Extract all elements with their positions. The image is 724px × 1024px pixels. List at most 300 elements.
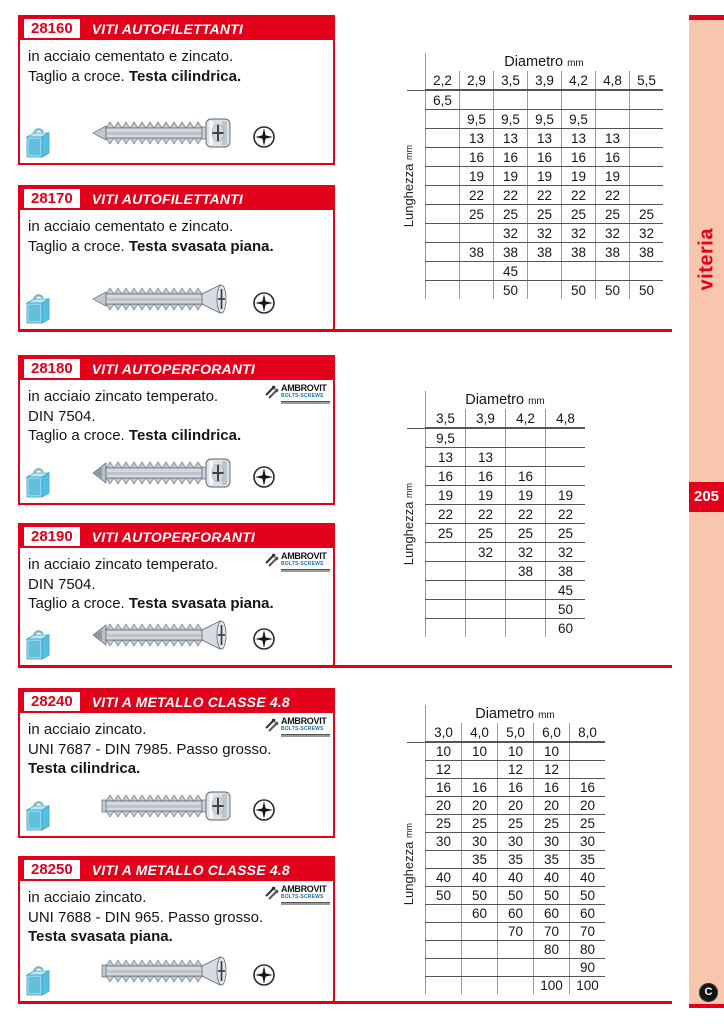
length-value-cell [466,600,506,619]
length-value-cell [426,281,460,300]
product-section-28190 [18,523,335,665]
length-value-cell [534,959,570,977]
length-value-cell [494,90,528,110]
section-divider [18,329,672,332]
length-value-cell [426,562,466,581]
package-icon [24,290,52,326]
length-row [426,869,606,887]
section-code: 28240 [24,692,80,711]
length-row [426,600,586,619]
length-row [426,959,606,977]
length-value-cell: 25 [506,524,546,543]
length-value-cell: 16 [462,779,498,797]
length-value-cell: 19 [460,167,494,186]
length-value-cell: 70 [498,923,534,941]
length-value-cell: 32 [528,224,562,243]
length-value-cell: 60 [462,905,498,923]
length-value-cell: 22 [466,505,506,524]
phillips-drive-icon [252,963,276,987]
length-row [426,543,586,562]
table-left-rule [425,391,426,409]
length-value-cell [570,742,606,761]
product-section-28180 [18,355,335,505]
length-value-cell: 20 [462,797,498,815]
length-value-cell [630,186,664,205]
ambrovit-logo [264,552,330,572]
length-row [426,779,606,797]
length-row [426,205,664,224]
length-row [426,833,606,851]
size-table-autofilettanti [401,53,663,299]
length-value-cell: 19 [528,167,562,186]
brand-subtitle: BOLTS-SCREWS [281,894,324,900]
description-line: Testa cilindrica. [28,760,141,777]
length-value-cell: 25 [570,815,606,833]
length-value-cell [466,428,506,448]
brand-name: AMBROVIT [281,716,327,726]
length-value-cell [426,110,460,129]
length-value-cell [562,90,596,110]
length-value-cell: 13 [596,129,630,148]
length-value-cell: 16 [528,148,562,167]
diameter-column-header: 4,2 [506,409,546,428]
length-row [426,486,586,505]
ambrovit-screws-icon [264,552,279,567]
length-value-cell: 40 [570,869,606,887]
length-value-cell: 9,5 [426,428,466,448]
section-code: 28250 [24,860,80,879]
length-value-cell: 30 [462,833,498,851]
phillips-drive-icon [252,798,276,822]
description-line: in acciaio zincato temperato. [28,556,219,573]
brand-name: AMBROVIT [281,884,327,894]
diameter-column-header: 2,9 [460,71,494,90]
length-value-cell: 38 [596,243,630,262]
length-value-cell: 10 [426,742,462,761]
length-value-cell: 25 [466,524,506,543]
section-title: VITI A METALLO CLASSE 4.8 [91,861,290,878]
section-divider [18,665,672,668]
diameter-column-header: 4,0 [462,723,498,742]
description-line: UNI 7687 - DIN 7985. Passo grosso. [28,740,272,758]
length-value-cell: 10 [462,742,498,761]
ambrovit-screws-icon [264,885,279,900]
diameter-column-header: 4,2 [562,71,596,90]
package-icon [24,464,52,500]
length-row [426,941,606,959]
diameter-column-header: 3,9 [528,71,562,90]
length-row [426,562,586,581]
length-row [426,129,664,148]
length-value-cell [426,148,460,167]
length-value-cell: 25 [426,524,466,543]
machine-screw-pan-head-image [82,788,242,824]
length-value-cell [506,581,546,600]
length-value-cell: 22 [546,505,586,524]
length-value-cell [462,977,498,995]
length-value-cell: 10 [498,742,534,761]
length-value-cell: 25 [562,205,596,224]
length-axis-label: Lunghezza mm [401,483,416,566]
length-value-cell [546,448,586,467]
length-value-cell [528,281,562,300]
length-value-cell: 38 [546,562,586,581]
dimension-grid [425,71,663,299]
ambrovit-logo [264,885,330,905]
description-line: Taglio a croce. Testa svasata piana. [28,237,274,255]
length-value-cell: 16 [466,467,506,486]
length-value-cell [506,619,546,638]
description-line: Taglio a croce. Testa cilindrica. [28,67,242,85]
length-value-cell: 38 [562,243,596,262]
length-value-cell: 22 [562,186,596,205]
length-value-cell: 16 [498,779,534,797]
brand-subtitle: BOLTS-SCREWS [281,726,324,732]
length-value-cell [462,761,498,779]
length-value-cell [630,148,664,167]
length-value-cell [630,90,664,110]
length-row [426,167,664,186]
length-value-cell: 70 [570,923,606,941]
length-value-cell [460,262,494,281]
length-row [426,243,664,262]
package-icon [24,797,52,833]
length-value-cell: 9,5 [528,110,562,129]
screw-flat-head-image [82,281,242,317]
description-line: in acciaio cementato e zincato. [28,218,234,235]
length-value-cell: 30 [534,833,570,851]
length-row [426,428,586,448]
product-section-28250 [18,856,335,1001]
product-section-28240 [18,688,335,838]
section-title: VITI AUTOFILETTANTI [91,20,244,37]
length-value-cell: 32 [596,224,630,243]
screw-flat-head-drill-image [82,617,242,653]
length-value-cell: 25 [498,815,534,833]
package-icon [24,124,52,160]
diameter-column-header: 3,5 [494,71,528,90]
section-description [28,217,328,256]
section-divider [18,1001,672,1004]
length-value-cell: 50 [462,887,498,905]
length-value-cell [506,600,546,619]
length-value-cell: 22 [596,186,630,205]
length-row [426,851,606,869]
length-value-cell [426,959,462,977]
length-value-cell [570,761,606,779]
table-header-rule [407,428,425,429]
machine-screw-flat-head-image [82,953,242,989]
length-value-cell: 60 [534,905,570,923]
page-edge-tab [689,15,724,1008]
length-value-cell: 19 [426,486,466,505]
length-value-cell: 35 [498,851,534,869]
length-value-cell [466,581,506,600]
length-value-cell: 40 [498,869,534,887]
description-line: in acciaio zincato. [28,889,147,906]
length-value-cell: 16 [426,467,466,486]
brand-tagline [281,734,330,737]
length-value-cell [426,851,462,869]
length-row [426,448,586,467]
length-value-cell [546,428,586,448]
length-value-cell: 25 [528,205,562,224]
length-value-cell [426,977,462,995]
section-code: 28170 [24,189,80,208]
length-value-cell: 16 [534,779,570,797]
length-value-cell: 32 [506,543,546,562]
section-title: VITI A METALLO CLASSE 4.8 [91,693,290,710]
length-value-cell [426,581,466,600]
length-value-cell: 32 [630,224,664,243]
length-row [426,923,606,941]
length-value-cell: 50 [494,281,528,300]
length-value-cell [426,619,466,638]
length-value-cell: 10 [534,742,570,761]
length-value-cell: 25 [426,815,462,833]
length-value-cell [426,923,462,941]
length-value-cell [596,90,630,110]
diameter-column-header: 6,0 [534,723,570,742]
publisher-mark-icon: C [699,983,718,1002]
length-value-cell [498,941,534,959]
length-value-cell: 38 [630,243,664,262]
length-value-cell [506,448,546,467]
description-line: in acciaio zincato temperato. [28,388,219,405]
length-value-cell: 16 [562,148,596,167]
diameter-column-header: 3,5 [426,409,466,428]
description-line: Testa svasata piana. [28,928,173,945]
description-line: UNI 7688 - DIN 965. Passo grosso. [28,908,264,926]
length-value-cell: 13 [528,129,562,148]
length-value-cell: 22 [528,186,562,205]
length-value-cell: 100 [534,977,570,995]
length-value-cell: 50 [498,887,534,905]
length-value-cell [426,543,466,562]
phillips-drive-icon [252,291,276,315]
diameter-header: Diametro mm [504,54,584,70]
length-value-cell: 19 [562,167,596,186]
length-value-cell: 16 [596,148,630,167]
length-value-cell: 9,5 [494,110,528,129]
product-section-28160 [18,15,335,165]
length-value-cell [546,467,586,486]
diameter-header-row [426,409,586,428]
length-value-cell: 9,5 [562,110,596,129]
length-value-cell [426,129,460,148]
length-value-cell [466,562,506,581]
length-value-cell: 50 [596,281,630,300]
description-line: DIN 7504. [28,575,96,593]
length-value-cell: 19 [494,167,528,186]
screw-pan-head-image [82,115,242,151]
length-value-cell: 50 [562,281,596,300]
length-value-cell: 22 [460,186,494,205]
diameter-header: Diametro mm [475,706,555,722]
section-header [20,525,333,548]
length-value-cell [460,281,494,300]
length-value-cell: 60 [570,905,606,923]
length-value-cell: 19 [506,486,546,505]
length-value-cell [426,941,462,959]
length-row [426,505,586,524]
section-title: VITI AUTOFILETTANTI [91,190,244,207]
ambrovit-logo [264,384,330,404]
table-left-rule [425,705,426,723]
section-header [20,690,333,713]
length-value-cell: 30 [426,833,462,851]
section-title: VITI AUTOPERFORANTI [91,528,255,545]
table-header-rule [407,742,425,743]
table-header-rule [407,90,425,91]
length-value-cell: 70 [534,923,570,941]
length-value-cell: 16 [570,779,606,797]
diameter-header: Diametro mm [465,392,545,408]
length-value-cell: 60 [546,619,586,638]
length-value-cell: 50 [630,281,664,300]
section-code: 28180 [24,359,80,378]
length-value-cell [630,110,664,129]
diameter-column-header: 8,0 [570,723,606,742]
length-value-cell: 13 [426,448,466,467]
length-value-cell: 19 [546,486,586,505]
length-value-cell: 12 [498,761,534,779]
length-value-cell: 25 [462,815,498,833]
length-row [426,467,586,486]
length-value-cell: 20 [426,797,462,815]
section-header [20,357,333,380]
length-value-cell [426,243,460,262]
brand-subtitle: BOLTS-SCREWS [281,561,324,567]
ambrovit-screws-icon [264,717,279,732]
diameter-header-row [426,723,606,742]
length-value-cell: 50 [426,887,462,905]
product-section-28170 [18,185,335,329]
length-value-cell [426,167,460,186]
length-value-cell [596,262,630,281]
length-row [426,90,664,110]
length-value-cell [528,262,562,281]
screw-pan-head-drill-image [82,455,242,491]
length-value-cell: 35 [534,851,570,869]
length-value-cell: 25 [494,205,528,224]
length-value-cell [426,224,460,243]
length-value-cell: 45 [494,262,528,281]
length-value-cell: 50 [534,887,570,905]
length-value-cell: 32 [546,543,586,562]
brand-subtitle: BOLTS-SCREWS [281,393,324,399]
brand-tagline [281,401,330,404]
length-value-cell: 32 [466,543,506,562]
table-left-rule [425,53,426,71]
size-table-metallo [401,705,605,994]
length-value-cell: 100 [570,977,606,995]
length-row [426,797,606,815]
length-value-cell: 22 [426,505,466,524]
length-value-cell: 16 [506,467,546,486]
dimension-grid [425,723,605,994]
phillips-drive-icon [252,465,276,489]
length-value-cell [426,262,460,281]
length-value-cell: 13 [494,129,528,148]
description-line: Taglio a croce. Testa cilindrica. [28,427,242,444]
brand-tagline [281,569,330,572]
length-value-cell: 40 [426,869,462,887]
length-value-cell [562,262,596,281]
brand-name: AMBROVIT [281,383,327,393]
length-value-cell: 35 [462,851,498,869]
length-row [426,815,606,833]
package-icon [24,626,52,662]
length-value-cell: 16 [426,779,462,797]
length-row [426,742,606,761]
length-value-cell [426,600,466,619]
length-row [426,281,664,300]
package-icon [24,962,52,998]
length-value-cell [466,619,506,638]
length-row [426,110,664,129]
length-row [426,977,606,995]
length-value-cell [426,905,462,923]
length-row [426,887,606,905]
section-header [20,858,333,881]
diameter-column-header: 4,8 [596,71,630,90]
description-line: Taglio a croce. Testa svasata piana. [28,595,274,612]
length-value-cell: 16 [494,148,528,167]
diameter-column-header: 5,5 [630,71,664,90]
length-value-cell: 45 [546,581,586,600]
phillips-drive-icon [252,627,276,651]
length-value-cell [498,959,534,977]
length-value-cell: 13 [466,448,506,467]
length-row [426,581,586,600]
length-value-cell: 19 [596,167,630,186]
length-axis-label: Lunghezza mm [401,823,416,906]
length-value-cell [462,923,498,941]
length-value-cell: 25 [534,815,570,833]
length-row [426,186,664,205]
description-line: in acciaio zincato. [28,721,147,738]
page-number-badge: 205 [689,482,724,512]
length-value-cell: 38 [494,243,528,262]
length-value-cell: 50 [570,887,606,905]
length-value-cell: 22 [494,186,528,205]
length-value-cell: 25 [460,205,494,224]
length-value-cell: 20 [498,797,534,815]
length-value-cell [498,977,534,995]
length-row [426,262,664,281]
length-value-cell [462,941,498,959]
length-value-cell: 32 [494,224,528,243]
length-value-cell: 38 [460,243,494,262]
section-title: VITI AUTOPERFORANTI [91,360,255,377]
length-axis-label: Lunghezza mm [401,145,416,228]
length-value-cell: 20 [534,797,570,815]
length-value-cell [462,959,498,977]
length-value-cell [630,129,664,148]
length-value-cell: 16 [460,148,494,167]
ambrovit-screws-icon [264,384,279,399]
length-value-cell: 30 [570,833,606,851]
length-value-cell: 12 [534,761,570,779]
section-code: 28160 [24,19,80,38]
length-value-cell: 50 [546,600,586,619]
length-value-cell: 12 [426,761,462,779]
length-value-cell [426,205,460,224]
section-header [20,17,333,40]
diameter-column-header: 3,9 [466,409,506,428]
length-value-cell [596,110,630,129]
